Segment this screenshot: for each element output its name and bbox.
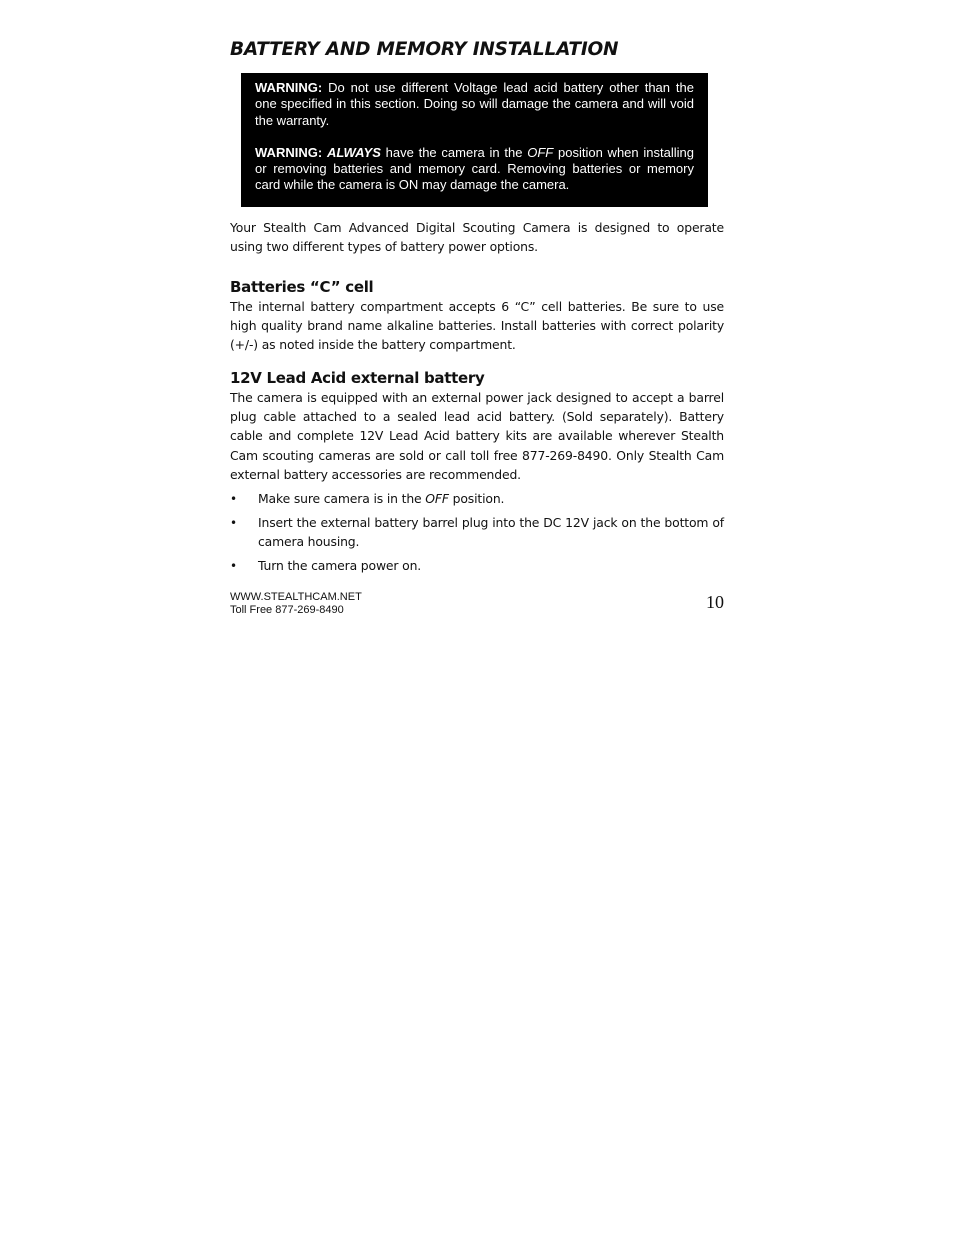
- batteries-paragraph: The internal battery compartment accepts 6 “C” cell batteries. Be sure to use high quality brand name alkaline batteries. Install batteries with correct polarity (+/-) as noted inside the battery compartment.: [230, 298, 724, 353]
- warning-text: have the camera in the: [380, 144, 528, 160]
- step-text: Turn the camera power on.: [258, 558, 422, 574]
- step-text: position.: [448, 490, 505, 506]
- manual-page: [230, 36, 724, 576]
- warning-box: [241, 73, 708, 207]
- footer-contact: [230, 591, 362, 616]
- installation-steps-list: [230, 490, 724, 576]
- warning-label: WARNING:: [255, 80, 323, 95]
- page-footer: [230, 591, 724, 621]
- warning-label: WARNING:: [255, 144, 323, 160]
- footer-toll-free: Toll Free 877-269-8490: [230, 603, 344, 616]
- bullet-icon: •: [230, 491, 237, 506]
- batteries-heading: Batteries “C” cell: [230, 277, 374, 296]
- page-title: BATTERY AND MEMORY INSTALLATION: [230, 39, 619, 60]
- step-text: Make sure camera is in the: [258, 490, 426, 506]
- warning-off-emphasis: OFF: [527, 144, 554, 160]
- step-off-emphasis: OFF: [425, 490, 449, 506]
- warning-text: position when installing or removing batteries and memory card. Removing batteries or memory card while the camera is ON may damage the camera.: [255, 144, 694, 193]
- lead-acid-paragraph: The camera is equipped with an external power jack designed to accept a barrel plug cable attached to a sealed lead acid battery. (Sold separately). Battery cable and complete 12V Lead Acid battery kits are available wherever Stealth Cam scouting cameras are sold or call toll free 877-269-8490. Only Stealth Cam external battery accessories are recommended.: [230, 390, 724, 482]
- list-item: [230, 514, 724, 551]
- footer-website: WWW.STEALTHCAM.NET: [230, 591, 362, 603]
- list-item: [230, 490, 724, 509]
- lead-acid-heading: 12V Lead Acid external battery: [230, 369, 485, 388]
- warning-always-emphasis: ALWAYS: [326, 144, 381, 160]
- list-item: [230, 557, 724, 576]
- warning-paragraph-voltage: [255, 80, 694, 129]
- step-text: Insert the external battery barrel plug into the DC 12V jack on the bottom of camera housing.: [258, 515, 724, 549]
- page-number: 10: [706, 592, 724, 612]
- intro-paragraph: Your Stealth Cam Advanced Digital Scouting Camera is designed to operate using two different types of battery power options.: [230, 219, 724, 254]
- warning-paragraph-off-position: [255, 145, 694, 194]
- warning-text: Do not use different Voltage lead acid battery other than the one specified in this section. Doing so will damage the camera and will void the warranty.: [255, 80, 694, 128]
- bullet-icon: •: [230, 516, 237, 531]
- bullet-icon: •: [230, 559, 237, 574]
